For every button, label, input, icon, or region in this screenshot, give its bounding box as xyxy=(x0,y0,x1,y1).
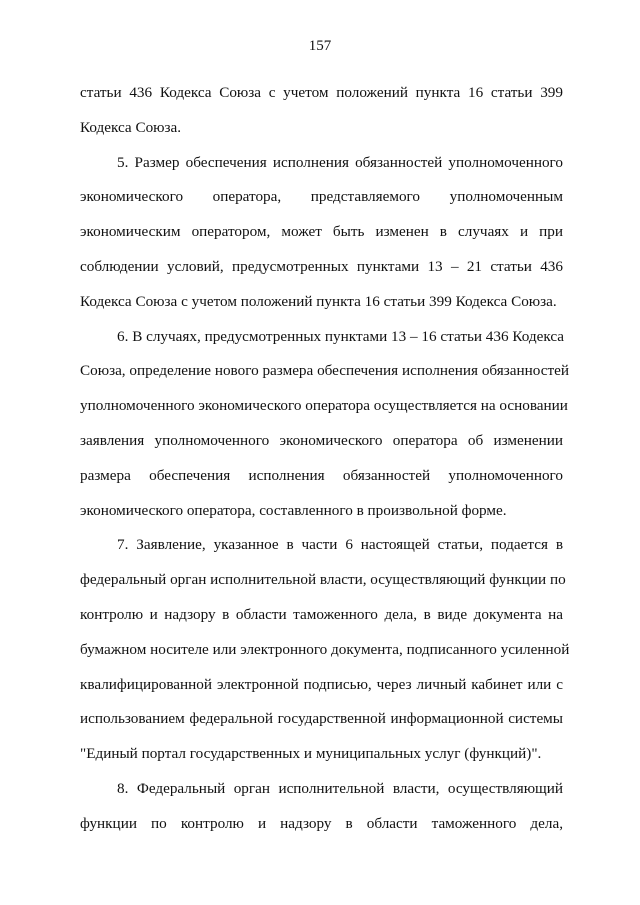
text-line: размера обеспечения исполнения обязанностей уполномоченного xyxy=(80,466,563,484)
text-line: использованием федеральной государственной информационной системы xyxy=(80,710,563,728)
text-line: заявления уполномоченного экономического оператора об изменении xyxy=(80,431,563,449)
paragraph-8 xyxy=(80,772,563,842)
text-line: 8. Федеральный орган исполнительной власти, осуществляющий xyxy=(117,779,563,797)
document-body xyxy=(80,76,570,842)
text-line: Кодекса Союза с учетом положений пункта 16 статьи 399 Кодекса Союза. xyxy=(80,292,557,310)
text-line: Союза, определение нового размера обеспечения исполнения обязанностей xyxy=(80,362,569,380)
text-line: "Единый портал государственных и муниципальных услуг (функций)". xyxy=(80,745,542,763)
text-line: 5. Размер обеспечения исполнения обязанностей уполномоченного xyxy=(117,153,563,171)
text-line: экономическим оператором, может быть изменен в случаях и при xyxy=(80,223,563,241)
paragraph-6 xyxy=(80,320,569,529)
text-line: бумажном носителе или электронного документа, подписанного усиленной xyxy=(80,640,570,658)
paragraph-7 xyxy=(80,528,570,772)
text-line: уполномоченного экономического оператора осуществляется на основании xyxy=(80,397,568,415)
text-line: 7. Заявление, указанное в части 6 настоящей статьи, подается в xyxy=(117,536,563,554)
paragraph-5 xyxy=(80,146,563,320)
text-line: квалифицированной электронной подписью, через личный кабинет или с xyxy=(80,675,563,693)
text-line: 6. В случаях, предусмотренных пунктами 13 – 16 статьи 436 Кодекса xyxy=(117,327,565,345)
page-number: 157 xyxy=(308,38,332,54)
text-line: экономического оператора, представляемого уполномоченным xyxy=(80,188,563,206)
paragraph xyxy=(80,76,563,146)
text-line: функции по контролю и надзору в области таможенного дела, xyxy=(80,814,563,832)
text-line: контролю и надзору в области таможенного дела, в виде документа на xyxy=(80,605,563,623)
text-line: экономического оператора, составленного в произвольной форме. xyxy=(80,501,507,519)
text-line: Кодекса Союза. xyxy=(80,118,182,136)
text-line: соблюдении условий, предусмотренных пунктами 13 – 21 статьи 436 xyxy=(80,257,563,275)
text-line: статьи 436 Кодекса Союза с учетом положений пункта 16 статьи 399 xyxy=(80,84,563,101)
text-line: федеральный орган исполнительной власти, осуществляющий функции по xyxy=(80,571,566,589)
